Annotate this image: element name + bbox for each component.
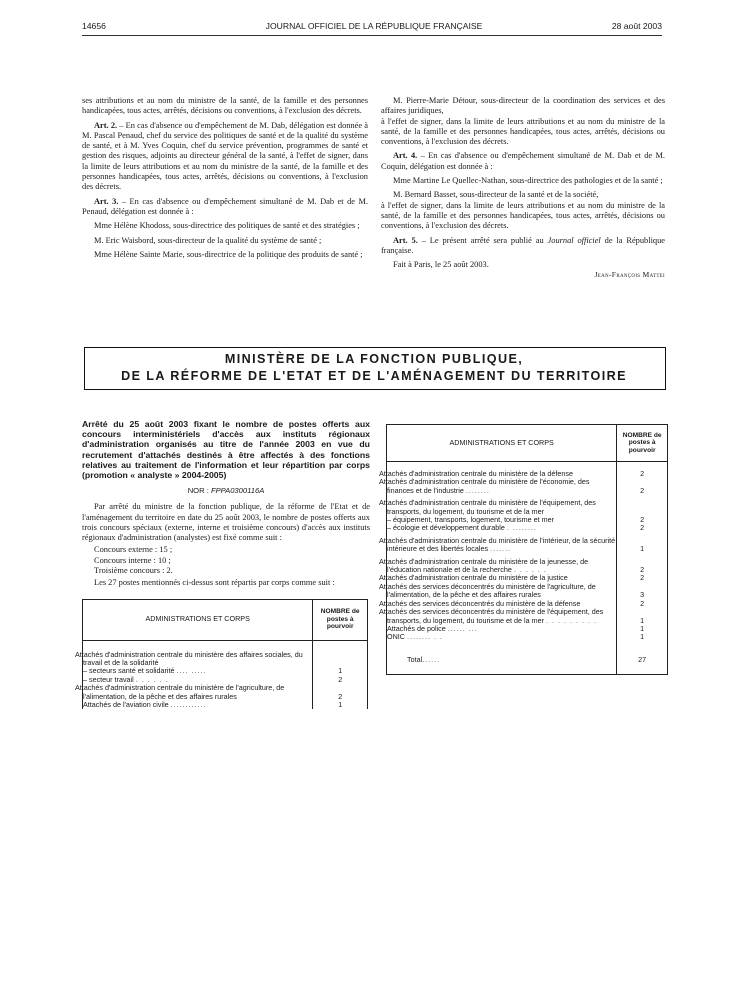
article-label: Art. 4. bbox=[393, 151, 418, 161]
article-5 bbox=[381, 236, 665, 257]
repartition-text: Les 27 postes mentionnés ci-dessus sont répartis par corps comme suit : bbox=[94, 578, 335, 588]
row-value bbox=[313, 651, 368, 668]
row-label: Attachés de police ...... ... bbox=[387, 625, 617, 633]
delegate-sainte-marie: Mme Hélène Sainte Marie, sous-directrice de la politique des produits de santé ; bbox=[94, 249, 363, 259]
journal-name: Journal officiel bbox=[547, 235, 601, 245]
ministry-line-2: DE LA RÉFORME DE L'ETAT ET DE L'AMÉNAGEMENT DU TERRITOIRE bbox=[121, 369, 627, 383]
row-label: Attachés d'administration centrale du ministère de l'équipement, des transports, du logement, du tourisme et de la mer bbox=[387, 495, 617, 516]
row-value: 2 bbox=[617, 516, 668, 524]
top-right-column bbox=[381, 96, 665, 281]
row-value: 2 bbox=[617, 524, 668, 532]
concours-externe: Concours externe : 15 ; bbox=[94, 545, 173, 555]
arrete-paragraph: Par arrêté du ministre de la fonction publique, de la réforme de l'Etat et de l'aménagement du territoire en date du 25 août 2003, le nombre de postes offerts aux trois concours spéciaux (externe, interne et troisième concours) d'accès aux instituts régionaux d'administration (analystes) est fixé comme suit : bbox=[82, 502, 370, 543]
row-value: 2 bbox=[313, 684, 368, 701]
table-total-row bbox=[387, 656, 668, 675]
row-value: 1 bbox=[617, 533, 668, 554]
row-value: 2 bbox=[617, 600, 668, 608]
posts-table-right bbox=[379, 424, 668, 675]
total-value: 27 bbox=[617, 656, 668, 675]
table-row bbox=[387, 524, 668, 532]
row-value bbox=[617, 495, 668, 516]
article-text: – En cas d'absence ou d'empêchement de M. Dab, délégation est donnée à M. Pascal Penaud, chef du service des politiques de santé et de la qualité du système de santé, et à M. Yves Coquin, chef du service prévention, programmes de santé et gestion des risques, adjoints au directeur général de la santé, à l'effet de signer, dans la limite de leurs attributions et au nom du ministre de la santé, de la famille et des personnes handicapées, tous actes, arrêtés, décisions ou conventions, à l'exclusion des décrets. bbox=[82, 120, 368, 192]
delegate-quellec: Mme Martine Le Quellec-Nathan, sous-directrice des pathologies et de la santé ; bbox=[393, 176, 663, 186]
row-value: 2 bbox=[313, 676, 368, 684]
row-label: Attachés d'administration centrale du ministère des affaires sociales, du travail et de la solidarité bbox=[83, 651, 313, 668]
article-text: – En cas d'absence ou d'empêchement simultané de M. Dab et de M. Coquin, délégation est donnée à : bbox=[381, 151, 665, 171]
table-row bbox=[387, 608, 668, 625]
table-row bbox=[387, 583, 668, 600]
row-label: Attachés d'administration centrale du ministère de l'agriculture, de l'alimentation, de la pêche et des affaires rurales bbox=[83, 684, 313, 701]
row-value: 2 bbox=[617, 554, 668, 575]
row-value: 2 bbox=[617, 478, 668, 495]
article-3 bbox=[82, 197, 368, 218]
nor-label: NOR : bbox=[187, 486, 209, 496]
article-text: – En cas d'absence ou d'empêchement simultané de M. Dab et de M. Penaud, délégation est donnée à : bbox=[82, 196, 368, 216]
fait-line: Fait à Paris, le 25 août 2003. bbox=[393, 260, 489, 270]
table-header bbox=[83, 599, 368, 640]
row-value: 1 bbox=[313, 701, 368, 709]
arrete-title: Arrêté du 25 août 2003 fixant le nombre de postes offerts aux concours interministériels d'accès aux instituts régionaux d'administration organisés au titre de l'année 2003 en vue du recrutement d'attachés destinés à être affectés à des fonctions relatives au traitement de l'information et leur répartition par corps (promotion « analyste » 2004-2005) bbox=[82, 419, 370, 481]
issue-date: 28 août 2003 bbox=[611, 21, 662, 31]
article-2 bbox=[82, 121, 368, 193]
row-label: Attachés des services déconcentrés du ministère de l'équipement, des transports, du logement, du tourisme et de la mer . . . . . . . . . bbox=[387, 608, 617, 625]
arrete-body bbox=[82, 502, 370, 588]
row-label: Attachés d'administration centrale du ministère de l'économie, des finances et de l'industrie ........ bbox=[387, 478, 617, 495]
article-4 bbox=[381, 151, 665, 172]
row-value: 1 bbox=[617, 625, 668, 633]
article-label: Art. 5. bbox=[393, 235, 418, 245]
row-label: Attachés de l'aviation civile ............ bbox=[83, 701, 313, 709]
page-number: 14656 bbox=[82, 21, 106, 31]
article-text: – Le présent arrêté sera publié au bbox=[417, 235, 548, 245]
row-label: Attachés d'administration centrale du ministère de la défense bbox=[387, 470, 617, 478]
row-value: 1 bbox=[617, 608, 668, 625]
paragraph: à l'effet de signer, dans la limite de leurs attributions et au nom du ministre de la santé, de la famille et des personnes handicapées, tous actes, arrêtés, décisions ou conventions, à l'exclusion des décrets. bbox=[381, 200, 665, 231]
table-spacer bbox=[387, 642, 668, 656]
row-label: Attachés des services déconcentrés du ministère de l'agriculture, de l'alimentation, de la pêche et des affaires rurales bbox=[387, 583, 617, 600]
delegate-waisbord: M. Eric Waisbord, sous-directeur de la qualité du système de santé ; bbox=[94, 235, 322, 245]
delegate-basset: M. Bernard Basset, sous-directeur de la santé et de la société, bbox=[393, 190, 599, 200]
row-value: 1 bbox=[313, 667, 368, 675]
col-header-administrations: ADMINISTRATIONS ET CORPS bbox=[387, 425, 617, 462]
journal-title: JOURNAL OFFICIEL DE LA RÉPUBLIQUE FRANÇAISE bbox=[265, 21, 483, 31]
row-label: – équipement, transports, logement, tourisme et mer bbox=[387, 516, 617, 524]
nor-value: FPPA0300116A bbox=[210, 486, 265, 496]
table-header bbox=[387, 425, 668, 462]
total-label: Total...... bbox=[387, 656, 617, 675]
posts-table-left bbox=[75, 599, 368, 710]
ministry-line-1: MINISTÈRE DE LA FONCTION PUBLIQUE, bbox=[224, 352, 524, 366]
row-value: 2 bbox=[617, 470, 668, 478]
troisieme-concours: Troisième concours : 2. bbox=[94, 566, 173, 575]
arrete-column bbox=[75, 419, 370, 710]
paragraph: ses attributions et au nom du ministre de la santé, de la famille et des personnes handicapées, tous actes, arrêtés, décisions ou conventions, à l'exclusion des décrets. bbox=[82, 96, 368, 116]
table-row bbox=[83, 651, 368, 668]
table-row bbox=[387, 633, 668, 641]
row-label: Attachés d'administration centrale du ministère de la justice bbox=[387, 574, 617, 582]
table-row bbox=[83, 701, 368, 709]
delegate-khodoss: Mme Hélène Khodoss, sous-directrice des politiques de santé et des stratégies ; bbox=[94, 221, 360, 231]
article-label: Art. 3. bbox=[94, 196, 119, 206]
col-header-administrations: ADMINISTRATIONS ET CORPS bbox=[83, 599, 313, 640]
row-value: 1 bbox=[617, 633, 668, 641]
row-label: – écologie et développement durable . ........ bbox=[387, 524, 617, 532]
row-label: – secteurs santé et solidarité .... ..... bbox=[83, 667, 313, 675]
row-label: Attachés des services déconcentrés du ministère de la défense bbox=[387, 600, 617, 608]
article-text: de la République française. bbox=[381, 235, 665, 255]
row-label: Attachés d'administration centrale du ministère de l'intérieur, de la sécurité intérieure et des libertés locales ....... bbox=[387, 533, 617, 554]
row-label: ONIC ........ . . bbox=[387, 633, 617, 641]
signature: Jean-François Mattei bbox=[594, 270, 665, 280]
delegate-detour: M. Pierre-Marie Détour, sous-directeur de la coordination des services et des affaires juridiques, bbox=[381, 96, 665, 116]
row-value: 3 bbox=[617, 583, 668, 600]
row-label: Attachés d'administration centrale du ministère de la jeunesse, de l'éducation nationale et de la recherche . . . . . . bbox=[387, 554, 617, 575]
nor-reference bbox=[82, 486, 370, 495]
table-row bbox=[83, 684, 368, 701]
table-row bbox=[387, 478, 668, 495]
header-rule bbox=[82, 35, 662, 36]
col-header-nombre: NOMBRE de postes à pourvoir bbox=[313, 599, 368, 640]
row-value: 2 bbox=[617, 574, 668, 582]
paragraph: à l'effet de signer, dans la limite de leurs attributions et au nom du ministre de la santé, de la famille et des personnes handicapées, tous actes, arrêtés, décisions ou conventions, à l'exclusion des décrets. bbox=[381, 116, 665, 147]
table-row bbox=[387, 533, 668, 554]
table-row bbox=[387, 495, 668, 516]
row-label: – secteur travail . . . . . . bbox=[83, 676, 313, 684]
concours-interne: Concours interne : 10 ; bbox=[94, 555, 171, 565]
top-left-column bbox=[82, 96, 368, 260]
article-label: Art. 2. bbox=[94, 120, 118, 130]
table-row bbox=[387, 554, 668, 575]
col-header-nombre: NOMBRE de postes à pourvoir bbox=[617, 425, 668, 462]
